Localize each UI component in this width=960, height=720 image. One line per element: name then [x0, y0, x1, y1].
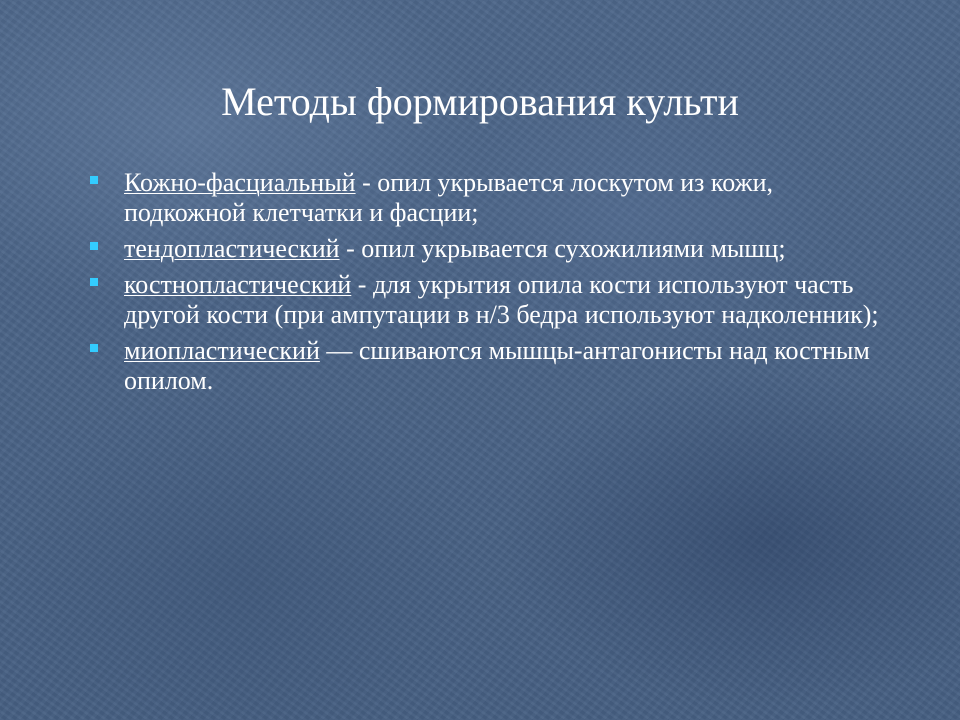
square-bullet-icon — [90, 278, 98, 286]
method-term: миопластический — [124, 336, 320, 365]
square-bullet-icon — [90, 242, 98, 250]
method-description: - опил укрывается сухожилиями мышц; — [339, 234, 786, 263]
list-item — [86, 234, 886, 264]
method-description: - для укрытия опила кости используют часть другой кости (при ампутации в н/3 бедра используют надколенник); — [124, 270, 879, 329]
method-term: костнопластический — [124, 270, 352, 299]
bullet-list — [86, 168, 886, 402]
list-item — [86, 270, 886, 330]
square-bullet-icon — [90, 176, 98, 184]
slide-title: Методы формирования культи — [221, 79, 739, 124]
list-item — [86, 336, 886, 396]
method-term: Кожно-фасциальный — [124, 168, 356, 197]
list-item — [86, 168, 886, 228]
method-description: - опил укрывается лоскутом из кожи, подкожной клетчатки и фасции; — [124, 168, 773, 227]
method-description: — сшиваются мышцы-антагонисты над костным опилом. — [124, 336, 870, 395]
square-bullet-icon — [90, 344, 98, 352]
method-term: тендопластический — [124, 234, 340, 263]
